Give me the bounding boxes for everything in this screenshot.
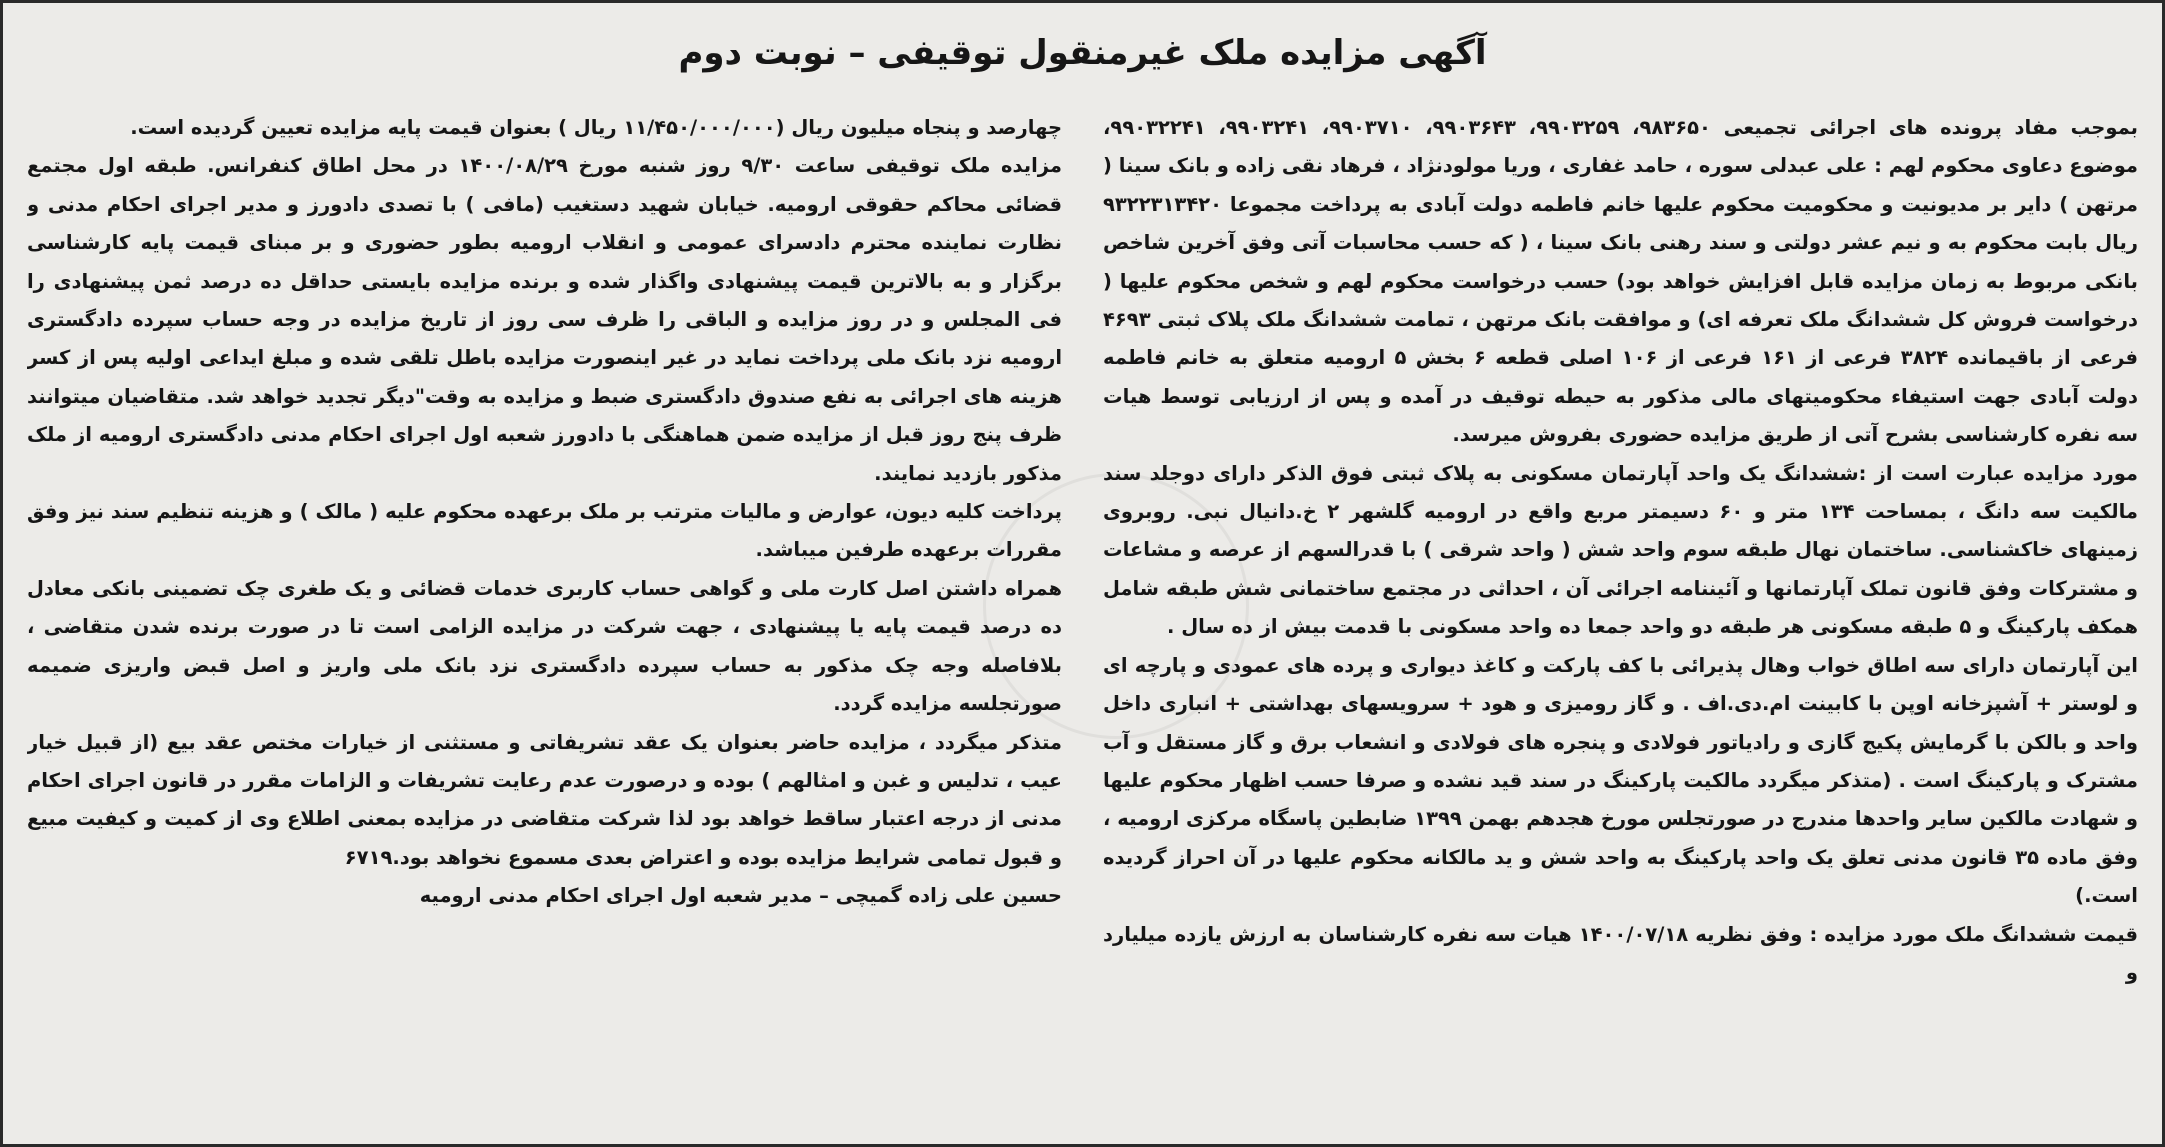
paragraph-legal-notice: متذکر میگردد ، مزایده حاضر بعنوان یک عقد تشریفاتی و مستثنی از خیارات مختص عقد بیع (از قبیل خیار عیب ، تدلیس و غبن و امثالهم ) بوده و درصورت عدم رعایت تشریفات و الزامات مقرر در قانون اجرای احکام مدنی از درجه اعتبار ساقط خواهد بود لذا شرکت متقاضی در مزایده بمعنی اطلاع وی از کمیت و کیفیت مبیع و قبول تمامی شرایط مزایده بوده و اعتراض بعدی مسموع نخواهد بود.۶۷۱۹ bbox=[27, 730, 1062, 869]
paragraph-apartment-features: این آپارتمان دارای سه اطاق خواب وهال پذیرائی با کف پارکت و کاغذ دیواری و پرده های عمودی و پارچه ای و لوستر + آشپزخانه اوپن با کابینت ام.دی.اف . و گاز رومیزی و هود + سرویسهای بهداشتی + انباری داخل واحد و بالکن با گرمایش پکیج گازی و رادیاتور فولادی و پنجره های فولادی و انشعاب برق و گاز مستقل و آب مشترک و پارکینگ است . (متذکر میگردد مالکیت پارکینگ در سند قید نشده و صرفا حسب اظهار محکوم علیها و شهادت مالکین سایر واحدها مندرج در صورتجلس مورخ هجدهم بهمن ۱۳۹۹ ضابطین پاسگاه مرکزی ارومیه ، وفق ماده ۳۵ قانون مدنی تعلق یک واحد پارکینگ به واحد شش و ید مالکانه محکوم علیها در آن احراز گردیده است.) bbox=[1103, 653, 2138, 908]
paragraph-debts-fees: پرداخت کلیه دیون، عوارض و مالیات مترتب بر ملک برعهده محکوم علیه ( مالک ) و هزینه تنظیم سند نیز وفق مقررات برعهده طرفین میباشد. bbox=[27, 500, 1062, 562]
paragraph-price-start: قیمت ششدانگ ملک مورد مزایده : وفق نظریه ۱۴۰۰/۰۷/۱۸ هیات سه نفره کارشناسان به ارزش یازده میلیارد و bbox=[1103, 922, 2138, 984]
notice-title: آگهی مزایده ملک غیرمنقول توقیفی – نوبت دوم bbox=[678, 33, 1487, 73]
left-column bbox=[27, 109, 1062, 1129]
paragraph-base-price: چهارصد و پنجاه میلیون ریال (۱۱/۴۵۰/۰۰۰/۰۰۰ ریال ) بعنوان قیمت پایه مزایده تعیین گردیده است. bbox=[130, 116, 1062, 139]
notice-columns bbox=[27, 109, 2138, 1129]
signature-line: حسین علی زاده گمیچی – مدیر شعبه اول اجرای احکام مدنی ارومیه bbox=[419, 884, 1062, 908]
right-column bbox=[1103, 109, 2138, 1129]
paragraph-case-details: بموجب مفاد پرونده های اجرائی تجمیعی ۹۸۳۶۵۰، ۹۹۰۳۲۵۹، ۹۹۰۳۶۴۳، ۹۹۰۳۷۱۰، ۹۹۰۳۲۴۱، ۹۹۰۳۲۲۴۱، موضوع دعاوی محکوم لهم : علی عبدلی سوره ، حامد غفاری ، وریا مولودنژاد ، فرهاد نقی زاده و بانک سینا ( مرتهن ) دایر بر مدیونیت و محکومیت محکوم علیها خانم فاطمه دولت آبادی به پرداخت مجموعا ۹۳۲۲۳۱۳۴۲۰ ریال بابت محکوم به و نیم عشر دولتی و سند رهنی بانک سینا ، ( که حسب محاسبات آتی وفق آخرین شاخص بانکی مربوط به زمان مزایده قابل افزایش خواهد بود) حسب درخواست محکوم لهم و شخص محکوم علیها ( درخواست فروش کل ششدانگ ملک تعرفه ای) و موافقت بانک مرتهن ، تمامت ششدانگ ملک پلاک ثبتی ۴۶۹۳ فرعی از باقیمانده ۳۸۲۴ فرعی از ۱۶۱ فرعی از ۱۰۶ اصلی قطعه ۶ بخش ۵ ارومیه متعلق به خانم فاطمه دولت آبادی جهت استیفاء محکومیتهای مالی مذکور به حیطه توقیف در آمده و پس از ارزیابی توسط هیات سه نفره کارشناسی بشرح آتی از طریق مزایده حضوری بفروش میرسد. bbox=[1103, 116, 2138, 447]
paragraph-auction-time-place: مزایده ملک توقیفی ساعت ۹/۳۰ روز شنبه مورخ ۱۴۰۰/۰۸/۲۹ در محل اطاق کنفرانس. طبقه اول مجتمع قضائی محاکم حقوقی ارومیه. خیابان شهید دستغیب (مافی ) با تصدی دادورز و مدیر اجرای احکام مدنی و نظارت نماینده محترم دادسرای عمومی و انقلاب ارومیه بطور حضوری و بر مبنای قیمت پایه کارشناسی برگزار و به بالاترین قیمت پیشنهادی واگذار شده و برنده مزایده بایستی حداقل ده درصد ثمن پیشنهادی را فی المجلس و در روز مزایده و الباقی را ظرف سی روز از تاریخ مزایده در وجه حساب سپرده دادگستری ارومیه نزد بانک ملی پرداخت نماید در غیر اینصورت مزایده باطل تلقی شده و مبلغ ایداعی اولیه پس از کسر هزینه های اجرائی به نفع صندوق دادگستری ضبط و مزایده به وقت"دیگر تجدید خواهد شد. متقاضیان میتوانند ظرف پنج روز قبل از مزایده ضمن هماهنگی با دادورز شعبه اول اجرای احکام مدنی دادگستری ارومیه از ملک مذکور بازدید نمایند. bbox=[27, 154, 1062, 485]
paragraph-property-description: مورد مزایده عبارت است از :ششدانگ یک واحد آپارتمان مسکونی به پلاک ثبتی فوق الذکر دارای دوجلد سند مالکیت سه دانگ ، بمساحت ۱۳۴ متر و ۶۰ دسیمتر مربع واقع در ارومیه گلشهر ۲ خ.دانیال نبی. روبروی زمینهای خاکشناسی. ساختمان نهال طبقه سوم واحد شش ( واحد شرقی ) با قدرالسهم از عرصه و مشاعات و مشترکات وفق قانون تملک آپارتمانها و آئیننامه اجرائی آن ، احداثی در مجتمع ساختمانی شش طبقه شامل همکف پارکینگ و ۵ طبقه مسکونی هر طبقه دو واحد جمعا ده واحد مسکونی با قدمت بیش از ده سال . bbox=[1103, 461, 2138, 639]
paragraph-participation-requirements: همراه داشتن اصل کارت ملی و گواهی حساب کاربری خدمات قضائی و یک طغری چک تضمینی بانکی معادل ده درصد قیمت پایه یا پیشنهادی ، جهت شرکت در مزایده الزامی است تا در صورت برنده شدن متقاضی ، بلافاصله وجه چک مذکور به حساب سپرده دادگستری نزد بانک ملی واریز و اصل قبض واریزی ضمیمه صورتجلسه مزایده گردد. bbox=[27, 576, 1062, 716]
